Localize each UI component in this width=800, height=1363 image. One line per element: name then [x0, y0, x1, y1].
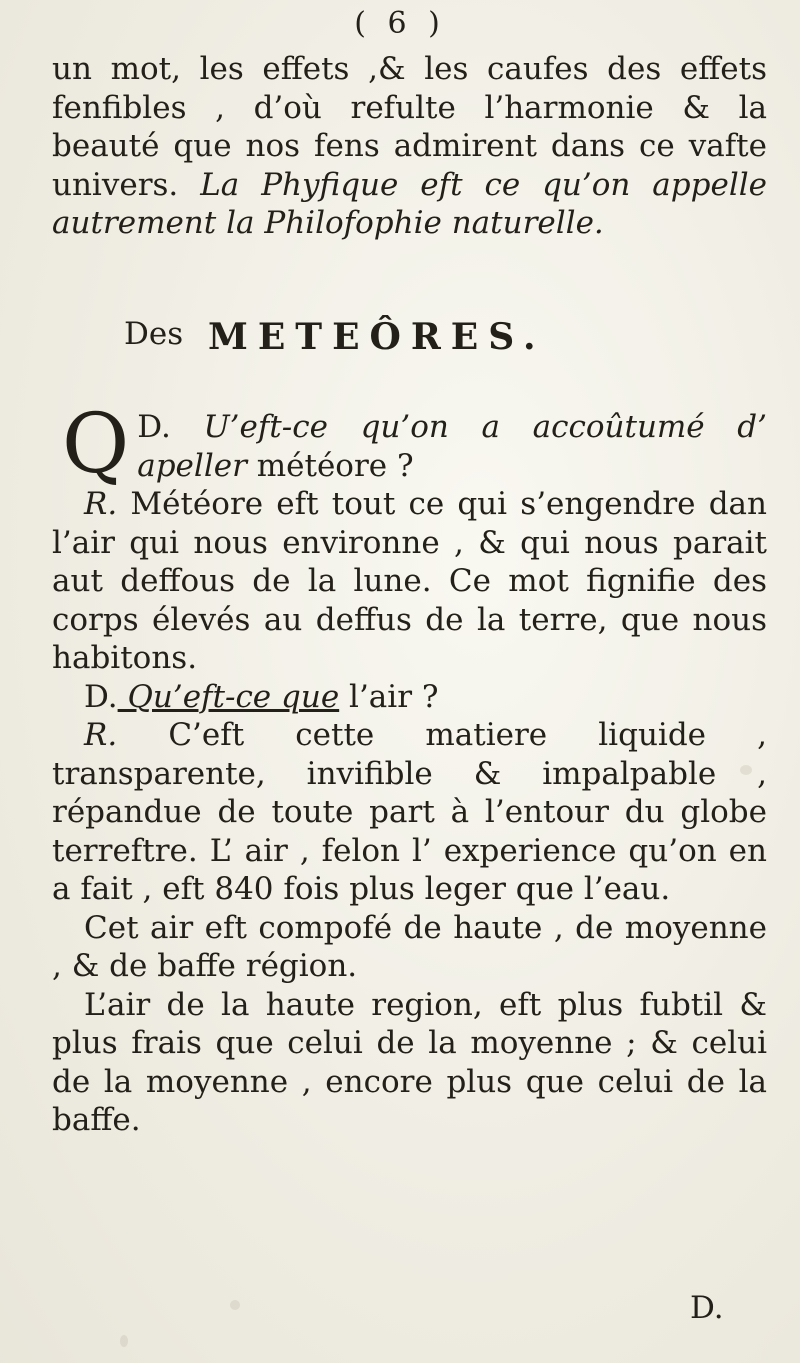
heading-prefix: Des — [124, 316, 184, 352]
foxing-spot — [740, 765, 752, 775]
intro-paragraph — [52, 50, 767, 243]
question-2-plain: l’air ? — [339, 678, 439, 715]
intro-plain-text: un mot, les effets ,& les caufes des effets fenfibles , d’où refulte l’harmonie & la beauté que nos fens admirent dans ce vafte univers. — [52, 51, 767, 203]
question-1 — [52, 397, 768, 492]
answer-2-label: R. — [84, 717, 118, 753]
question-1-label: D. — [137, 409, 171, 445]
answer-2 — [52, 716, 767, 909]
answer-1-text: Météore eft tout ce qui s’engendre dan l’air qui nous environne , & qui nous parait aut deffous de la lune. Ce mot fignifie des corps élevés au deffus de la terre, que nous habitons. — [52, 486, 767, 676]
question-2-italic: Qu’eft-ce que — [117, 678, 340, 715]
answer-1-label: R. — [84, 486, 118, 522]
page-number: ( 6 ) — [354, 6, 446, 41]
answer-1 — [52, 485, 767, 678]
question-2 — [52, 678, 767, 717]
drop-cap: Q — [62, 397, 130, 492]
catchword: D. — [690, 1290, 724, 1326]
foxing-spot — [230, 1300, 240, 1310]
intro-italic-text: La Phyfique eft ce qu’on appelle autrement la Philofophie naturelle. — [52, 166, 767, 241]
question-1-plain: météore ? — [246, 447, 414, 484]
heading-title: METEÔRES. — [208, 316, 546, 358]
paragraph-4: L’air de la haute region, eft plus fubtil & plus frais que celui de la moyenne ; & celui de la moyenne , encore plus que celui de la baffe. — [52, 986, 767, 1138]
question-answer-block — [52, 397, 768, 1140]
answer-2-text: C’eft cette matiere liquide , transparente, invifible & impalpable , répandue de toute part à l’entour du globe terreftre. L’ air , felon l’ experience qu’on en a fait , eft 840 fois plus leger que l’eau. — [52, 717, 767, 907]
paragraph-3: Cet air eft compofé de haute , de moyenne , & de baffe région. — [52, 909, 767, 984]
question-1-italic: U’eft-ce qu’on a accoûtumé d’ apeller — [137, 409, 768, 484]
foxing-spot — [120, 1335, 128, 1347]
question-2-label: D. — [84, 678, 118, 715]
